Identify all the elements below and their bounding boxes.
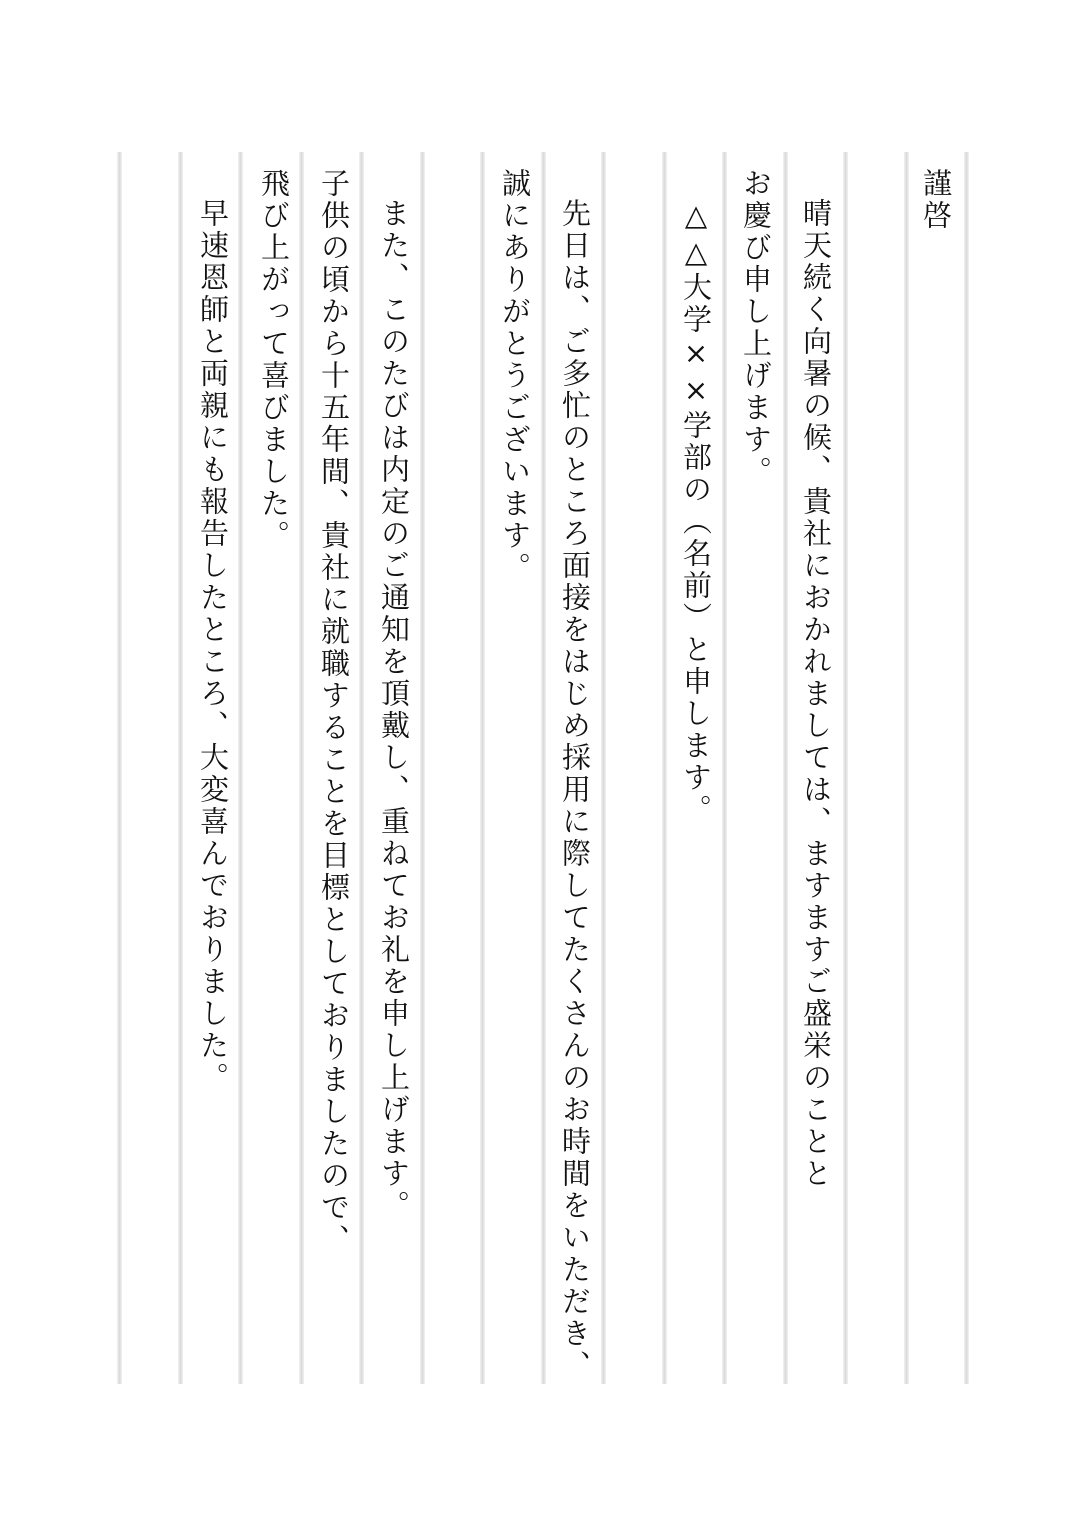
ruled-line <box>299 152 304 1384</box>
ruled-line <box>420 152 425 1384</box>
ruled-line <box>359 152 364 1384</box>
ruled-line <box>541 152 546 1384</box>
letter-line-6: また、このたびは内定のご通知を頂戴し、重ねてお礼を申し上げます。 <box>377 198 411 1222</box>
salutation: 謹啓 <box>919 168 953 232</box>
letter-line-8: 飛び上がって喜びました。 <box>257 168 291 552</box>
ruled-line <box>662 152 667 1384</box>
ruled-line <box>843 152 848 1384</box>
letter-line-2: お慶び申し上げます。 <box>739 168 773 488</box>
ruled-line <box>117 152 122 1384</box>
letter-line-9: 早速恩師と両親にも報告したところ、大変喜んでおりました。 <box>196 198 230 1094</box>
ruled-line <box>722 152 727 1384</box>
ruled-line <box>238 152 243 1384</box>
letter-line-5: 誠にありがとうございます。 <box>498 168 532 584</box>
letter-line-3: △△大学××学部の（名前）と申します。 <box>679 198 713 826</box>
ruled-line <box>480 152 485 1384</box>
letter-line-7: 子供の頃から十五年間、貴社に就職することを目標としておりましたので、 <box>317 168 351 1256</box>
ruled-line <box>601 152 606 1384</box>
ruled-line <box>178 152 183 1384</box>
letter-line-4: 先日は、ご多忙のところ面接をはじめ採用に際してたくさんのお時間をいただき、 <box>558 198 592 1382</box>
ruled-line <box>783 152 788 1384</box>
letter-line-1: 晴天続く向暑の候、貴社におかれましては、ますますご盛栄のことと <box>799 198 833 1190</box>
ruled-line <box>964 152 969 1384</box>
ruled-line <box>904 152 909 1384</box>
